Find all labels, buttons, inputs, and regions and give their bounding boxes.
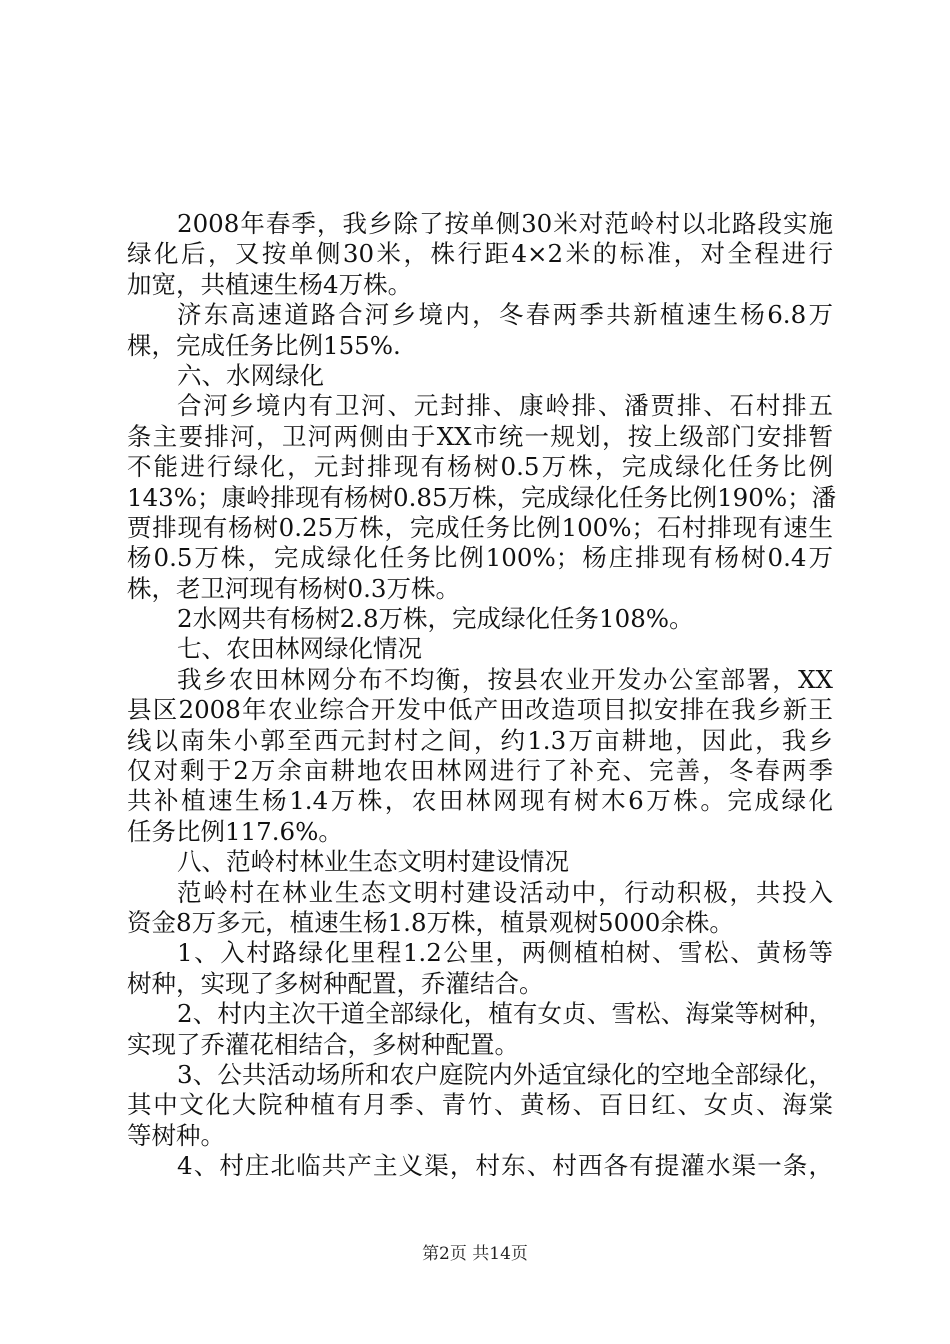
document-body <box>127 209 837 1182</box>
text-line: 棵，完成任务比例155%. <box>127 330 401 360</box>
text-line: 贾排现有杨树0.25万株，完成任务比例100%；石村排现有速生 <box>127 512 833 542</box>
page-footer <box>0 1244 950 1264</box>
text-line: 4、村庄北临共产主义渠，村东、村西各有提灌水渠一条， <box>177 1151 833 1181</box>
text-line: 2、村内主次干道全部绿化，植有女贞、雪松、海棠等树种， <box>177 999 833 1029</box>
text-line: 加宽，共植速生杨4万株。 <box>127 269 413 299</box>
section-heading-line: 六、水网绿化 <box>177 360 324 390</box>
text-line: 绿化后，又按单侧30米，株行距4×2米的标准，对全程进行 <box>127 239 833 269</box>
section-heading-line: 八、范岭村林业生态文明村建设情况 <box>177 847 569 877</box>
text-line: 济东高速道路合河乡境内，冬春两季共新植速生杨6.8万 <box>177 300 833 330</box>
text-line: 1、入村路绿化里程1.2公里，两侧植柏树、雪松、黄杨等 <box>177 938 833 968</box>
text-line: 其中文化大院种植有月季、青竹、黄杨、百日红、女贞、海棠 <box>127 1090 833 1120</box>
section-heading-line: 七、农田林网绿化情况 <box>177 634 422 664</box>
text-line: 任务比例117.6%。 <box>127 816 343 846</box>
text-line: 共补植速生杨1.4万株，农田林网现有树木6万株。完成绿化 <box>127 786 833 816</box>
text-line: 范岭村在林业生态文明村建设活动中，行动积极，共投入 <box>177 877 833 907</box>
text-line: 3、公共活动场所和农户庭院内外适宜绿化的空地全部绿化， <box>177 1059 833 1089</box>
text-line: 株，老卫河现有杨树0.3万株。 <box>127 573 460 603</box>
text-line: 不能进行绿化，元封排现有杨树0.5万株，完成绿化任务比例 <box>127 452 833 482</box>
text-line: 我乡农田林网分布不均衡，按县农业开发办公室部署，XX <box>177 664 833 694</box>
text-line: 143%；康岭排现有杨树0.85万株，完成绿化任务比例190%；潘 <box>127 482 837 512</box>
text-line: 资金8万多元，植速生杨1.8万株，植景观树5000余株。 <box>127 907 734 937</box>
text-line: 县区2008年农业综合开发中低产田改造项目拟安排在我乡新王 <box>127 695 833 725</box>
section-heading-line: 2水网共有杨树2.8万株，完成绿化任务108%。 <box>177 604 694 634</box>
page-number-label: 第2页 共14页 <box>422 1244 528 1264</box>
text-line: 线以南朱小郭至西元封村之间，约1.3万亩耕地，因此，我乡 <box>127 725 833 755</box>
text-line: 仅对剩于2万余亩耕地农田林网进行了补充、完善，冬春两季 <box>127 756 833 786</box>
text-line: 条主要排河，卫河两侧由于XX市统一规划，按上级部门安排暂 <box>127 421 833 451</box>
text-line: 树种，实现了多树种配置，乔灌结合。 <box>127 968 544 998</box>
text-line: 杨0.5万株，完成绿化任务比例100%；杨庄排现有杨树0.4万 <box>127 543 833 573</box>
text-line: 2008年春季，我乡除了按单侧30米对范岭村以北路段实施 <box>177 209 833 238</box>
text-line: 合河乡境内有卫河、元封排、康岭排、潘贾排、石村排五 <box>177 391 833 421</box>
text-line: 等树种。 <box>127 1120 225 1150</box>
text-line: 实现了乔灌花相结合，多树种配置。 <box>127 1029 519 1059</box>
